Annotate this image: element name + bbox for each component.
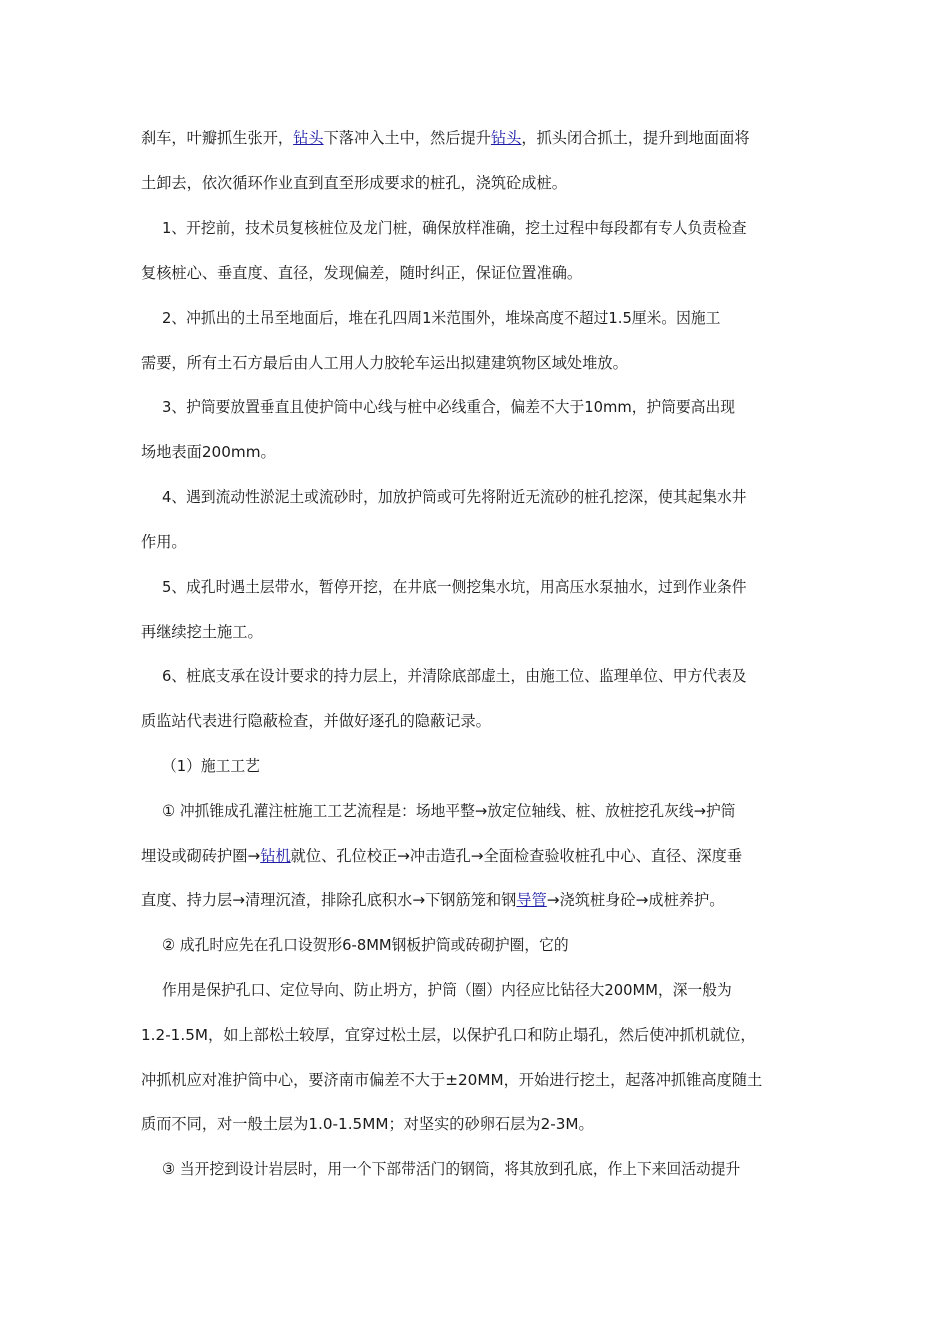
text-line xyxy=(141,128,828,148)
text-line: 作用是保护孔口、定位导向、防止坍方，护筒（圈）内径应比钻径大200MM，深一般为 xyxy=(162,981,732,999)
text-line: 场地表面200mm。 xyxy=(141,443,276,461)
text-line: 质而不同，对一般土层为1.0-1.5MM；对坚实的砂卵石层为2-3M。 xyxy=(141,1115,594,1133)
text-span: 就位、孔位校正→冲击造孔→全面检查验收桩孔中心、直径、深度垂 xyxy=(290,847,743,865)
text-line xyxy=(141,890,828,910)
text-line: 复核桩心、垂直度、直径，发现偏差，随时纠正，保证位置准确。 xyxy=(141,264,583,282)
text-span: 埋设或砌砖护圈→ xyxy=(141,847,261,865)
link-conduit[interactable]: 导管 xyxy=(516,891,547,909)
text-line: ① 冲抓锥成孔灌注桩施工工艺流程是：场地平整→放定位轴线、桩、放桩挖孔灰线→护筒 xyxy=(162,802,736,820)
text-line: 再继续挖土施工。 xyxy=(141,623,263,641)
text-span: 刹车，叶瓣抓生张开， xyxy=(141,129,294,147)
text-line: 质监站代表进行隐蔽检查，并做好逐孔的隐蔽记录。 xyxy=(141,712,491,730)
text-line: 作用。 xyxy=(141,533,187,551)
link-drilling-rig[interactable]: 钻机 xyxy=(260,847,291,865)
text-line: 4、遇到流动性淤泥土或流砂时，加放护筒或可先将附近无流砂的桩孔挖深，使其起集水井 xyxy=(162,488,747,506)
text-line: 需要，所有土石方最后由人工用人力胶轮车运出拟建建筑物区域处堆放。 xyxy=(141,354,628,372)
text-line xyxy=(141,846,828,866)
text-line: ② 成孔时应先在孔口设贺形6-8MM钢板护筒或砖砌护圈，它的 xyxy=(162,936,569,954)
text-span: ，抓头闭合抓土，提升到地面面将 xyxy=(521,129,750,147)
text-line: 5、成孔时遇土层带水，暂停开挖，在井底一侧挖集水坑，用高压水泵抽水，过到作业条件 xyxy=(162,578,747,596)
text-span: 下落冲入土中，然后提升 xyxy=(323,129,491,147)
text-line: 1、开挖前，技术员复核桩位及龙门桩，确保放样准确，挖土过程中每段都有专人负责检查 xyxy=(162,219,747,237)
text-line: 2、冲抓出的土吊至地面后，堆在孔四周1米范围外，堆垛高度不超过1.5厘米。因施工 xyxy=(162,309,721,327)
text-span: 直度、持力层→清理沉渣，排除孔底积水→下钢筋笼和钢 xyxy=(141,891,517,909)
text-line: 冲抓机应对准护筒中心，要济南市偏差不大于±20MM，开始进行挖土，起落冲抓锥高度随土 xyxy=(141,1071,763,1089)
text-line: 1.2-1.5M，如上部松土较厚，宜穿过松土层，以保护孔口和防止塌孔，然后使冲抓机就位， xyxy=(141,1026,756,1044)
text-line: 3、护筒要放置垂直且使护筒中心线与桩中必线重合，偏差不大于10mm，护筒要高出现 xyxy=(162,398,736,416)
text-line: 土卸去，依次循环作业直到直至形成要求的桩孔，浇筑砼成桩。 xyxy=(141,174,567,192)
link-drill-head[interactable]: 钻头 xyxy=(293,129,324,147)
section-heading: （1）施工工艺 xyxy=(162,757,260,775)
link-drill-head[interactable]: 钻头 xyxy=(490,129,522,147)
text-line: 6、桩底支承在设计要求的持力层上，并清除底部虚土，由施工位、监理单位、甲方代表及 xyxy=(162,667,747,685)
text-line: ③ 当开挖到设计岩层时，用一个下部带活门的钢筒，将其放到孔底，作上下来回活动提升 xyxy=(162,1160,741,1178)
text-span: →浇筑桩身砼→成桩养护。 xyxy=(546,891,725,909)
